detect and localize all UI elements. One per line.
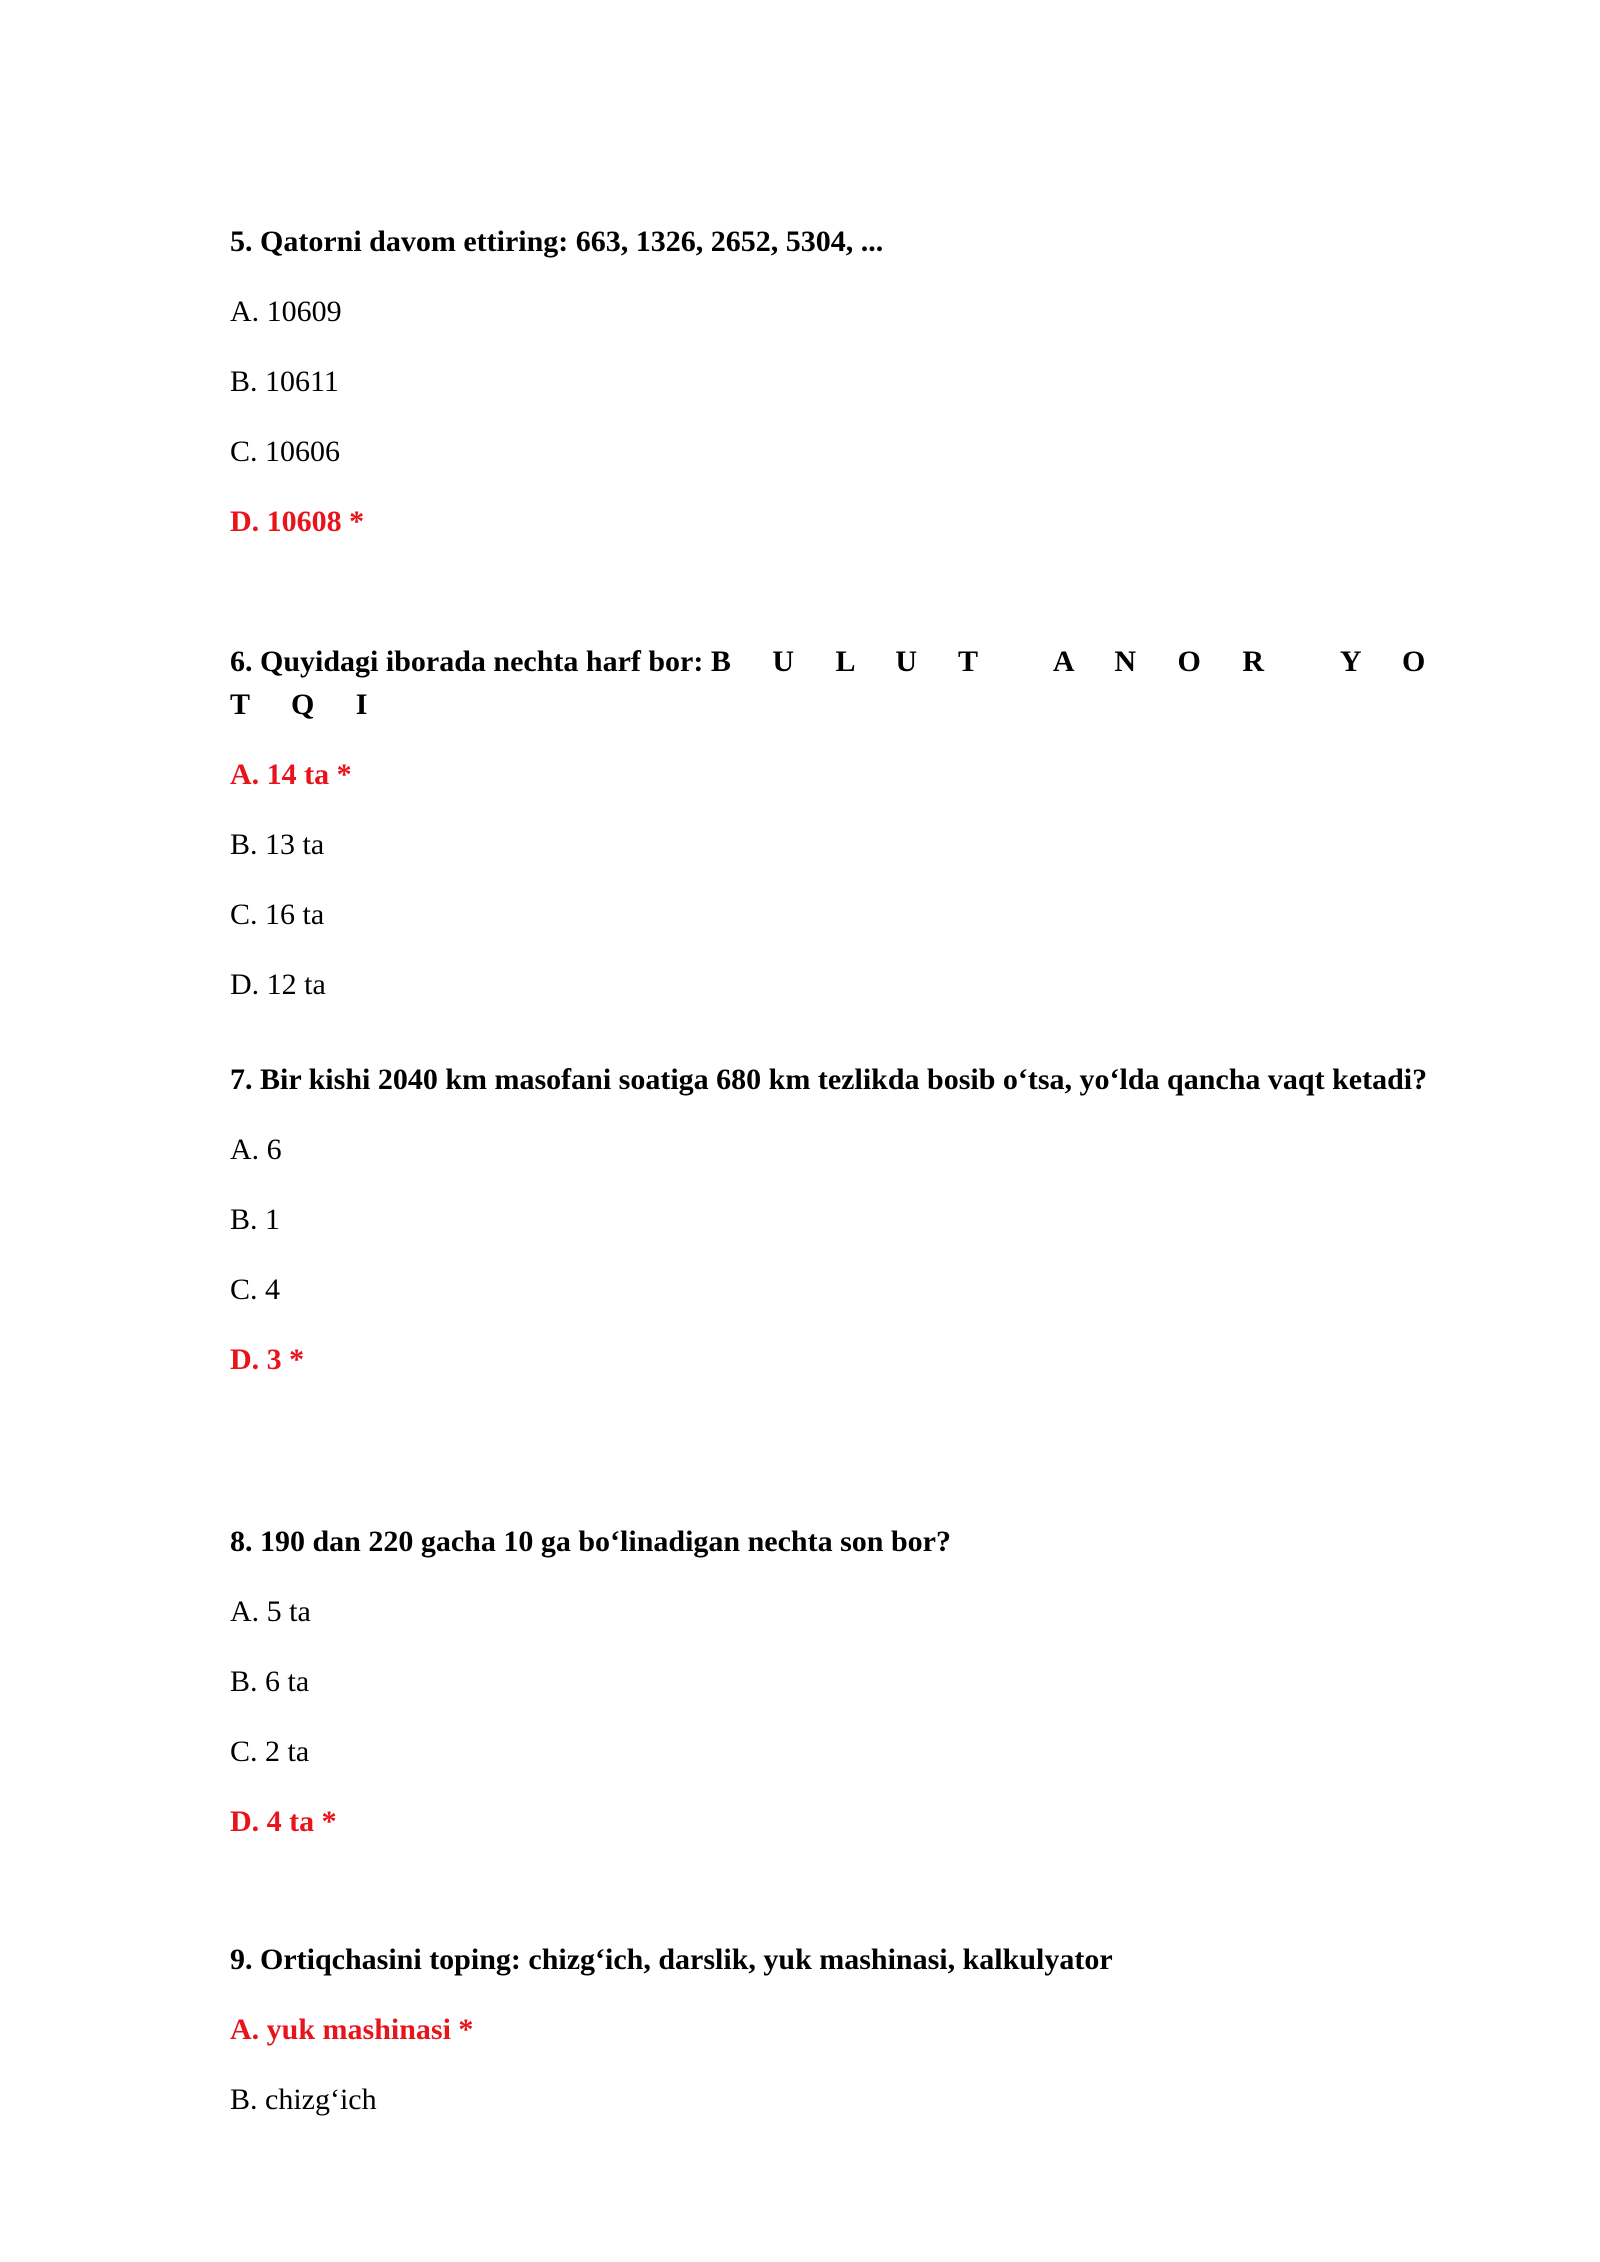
option-d-correct: D. 3 * xyxy=(230,1343,305,1376)
question-9 xyxy=(230,1938,1450,2121)
option-c: C. 4 xyxy=(230,1273,281,1306)
option-d-correct: D. 4 ta * xyxy=(230,1805,337,1838)
question-letters: B U L U T A N O R Y O T Q I xyxy=(230,645,1467,721)
option-c: C. 16 ta xyxy=(230,898,325,931)
option-a: A. 6 xyxy=(230,1133,282,1166)
option-d: D. 12 ta xyxy=(230,968,326,1001)
option-a: A. 10609 xyxy=(230,295,342,328)
question-5 xyxy=(230,220,1450,543)
option-a-correct: A. yuk mashinasi * xyxy=(230,2013,474,2046)
option-a-correct: A. 14 ta * xyxy=(230,758,352,791)
question-7 xyxy=(230,1058,1450,1381)
question-text-prefix: 6. Quyidagi iborada nechta harf bor: xyxy=(230,645,711,678)
option-b: B. 1 xyxy=(230,1203,281,1236)
option-b: B. 10611 xyxy=(230,365,339,398)
question-text: 7. Bir kishi 2040 km masofani soatiga 680 km tezlikda bosib o‘tsa, yo‘lda qancha vaqt ketadi? xyxy=(230,1063,1428,1096)
option-b: B. 13 ta xyxy=(230,828,325,861)
question-text: 5. Qatorni davom ettiring: 663, 1326, 2652, 5304, ... xyxy=(230,225,884,258)
question-8 xyxy=(230,1520,1450,1843)
option-b: B. chizg‘ich xyxy=(230,2083,377,2116)
option-d-correct: D. 10608 * xyxy=(230,505,365,538)
option-b: B. 6 ta xyxy=(230,1665,310,1698)
option-a: A. 5 ta xyxy=(230,1595,311,1628)
question-text: 9. Ortiqchasini toping: chizg‘ich, darslik, yuk mashinasi, kalkulyator xyxy=(230,1943,1113,1976)
question-text: 8. 190 dan 220 gacha 10 ga bo‘linadigan nechta son bor? xyxy=(230,1525,951,1558)
option-c: C. 10606 xyxy=(230,435,341,468)
question-text xyxy=(230,640,1467,726)
question-6 xyxy=(230,640,1467,1006)
option-c: C. 2 ta xyxy=(230,1735,310,1768)
